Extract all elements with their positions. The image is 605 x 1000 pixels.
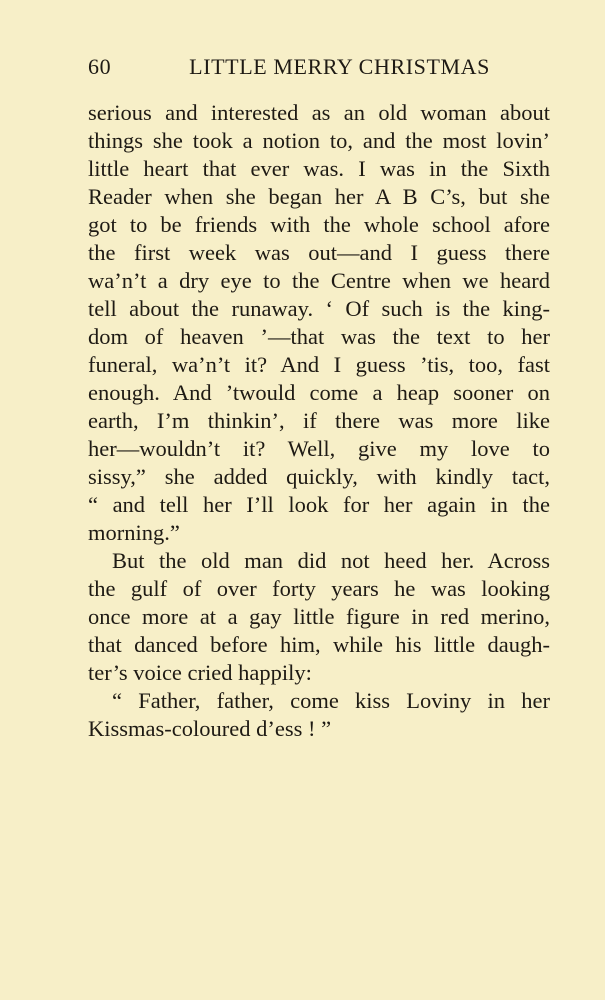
text-line: things she took a notion to, and the most lovin’: [88, 128, 550, 153]
text-line: the gulf of over forty years he was looking: [88, 576, 550, 601]
text-line: little heart that ever was. I was in the Sixth: [88, 156, 550, 181]
page-number: 60: [88, 54, 112, 79]
text-line: But the old man did not heed her. Across: [112, 548, 550, 573]
text-line: morning.”: [88, 520, 180, 545]
text-line: earth, I’m thinkin’, if there was more like: [88, 408, 550, 433]
text-line: sissy,” she added quickly, with kindly tact,: [88, 464, 550, 489]
text-line: ter’s voice cried happily:: [88, 660, 312, 685]
page-header: [88, 52, 490, 82]
text-line: enough. And ’twould come a heap sooner on: [88, 380, 550, 405]
body-text: [88, 99, 550, 743]
text-line: the first week was out—and I guess there: [88, 240, 550, 265]
text-line: dom of heaven ’—that was the text to her: [88, 324, 550, 349]
text-line: Kissmas-coloured d’ess ! ”: [88, 716, 332, 741]
text-line: funeral, wa’n’t it? And I guess ’tis, too, fast: [88, 352, 550, 377]
text-line: Reader when she began her A B C’s, but she: [88, 184, 550, 209]
text-line: tell about the runaway. ‘ Of such is the king-: [88, 296, 550, 321]
text-line: that danced before him, while his little daugh-: [88, 632, 550, 657]
text-line: serious and interested as an old woman about: [88, 100, 550, 125]
text-line: once more at a gay little figure in red merino,: [88, 604, 550, 629]
text-line: wa’n’t a dry eye to the Centre when we heard: [88, 268, 550, 293]
running-title: LITTLE MERRY CHRISTMAS: [189, 54, 490, 79]
text-line: “ Father, father, come kiss Loviny in her: [112, 688, 550, 713]
text-line: got to be friends with the whole school afore: [88, 212, 550, 237]
text-line: her—wouldn’t it? Well, give my love to: [88, 436, 550, 461]
text-line: “ and tell her I’ll look for her again in the: [88, 492, 550, 517]
